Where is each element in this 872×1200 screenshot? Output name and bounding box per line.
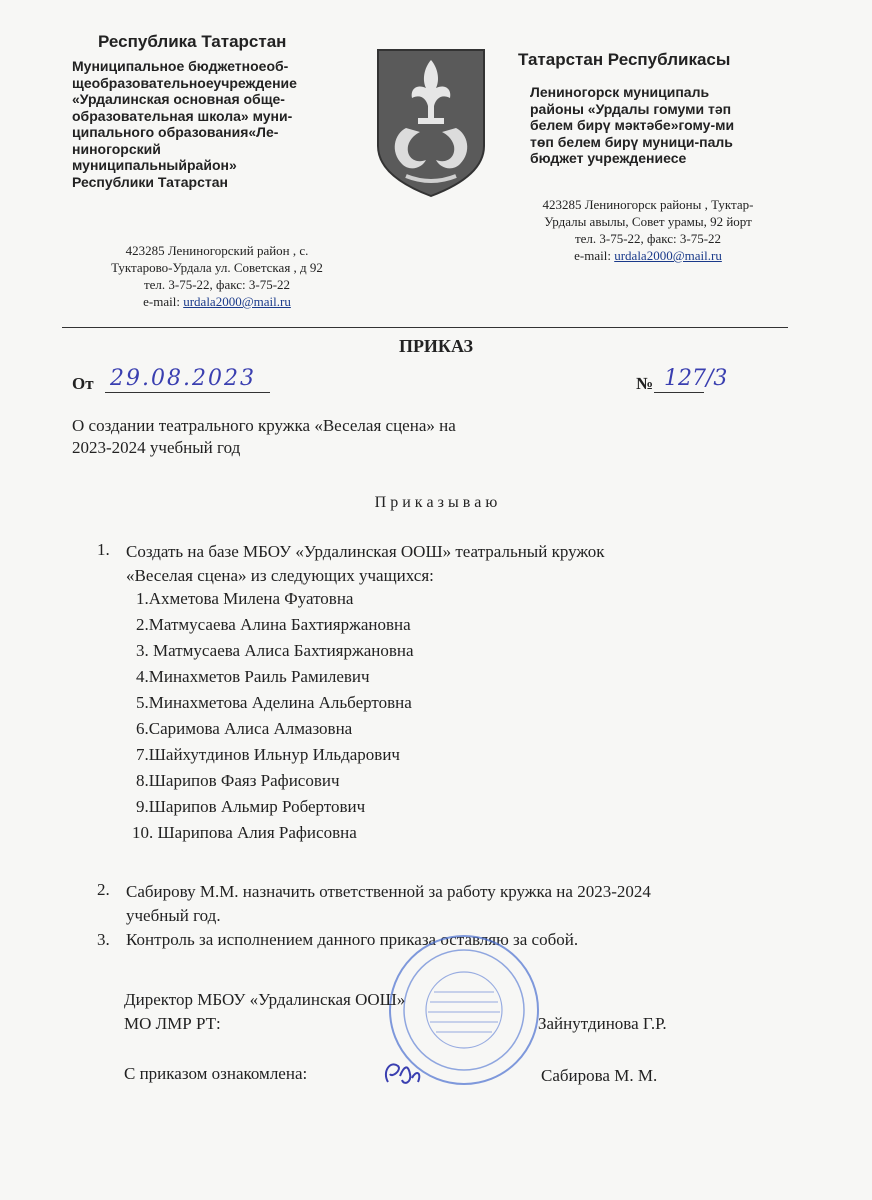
right-org-line: бюджет учреждениесе bbox=[530, 150, 687, 166]
list-item: 7.Шайхутдинов Ильнур Ильдарович bbox=[136, 745, 400, 764]
list-item: 2.Матмусаева Алина Бахтияржановна bbox=[136, 615, 411, 634]
date-underline bbox=[105, 392, 270, 393]
ack-name: Сабирова М. М. bbox=[541, 1066, 658, 1085]
item-2-line: учебный год. bbox=[126, 906, 221, 925]
right-email-line bbox=[508, 247, 788, 264]
student-list bbox=[132, 586, 414, 846]
left-header-title: Республика Татарстан bbox=[98, 32, 287, 51]
director-block bbox=[124, 988, 405, 1036]
item-number: 1. bbox=[97, 540, 110, 559]
coat-of-arms-icon bbox=[376, 48, 486, 198]
email-prefix: e-mail: bbox=[574, 248, 615, 263]
director-name: Зайнутдинова Г.Р. bbox=[538, 1014, 667, 1033]
item-number: 2. bbox=[97, 880, 110, 899]
right-address bbox=[508, 196, 788, 264]
right-org-line: белем бирү мәктәбе»гому-ми bbox=[530, 117, 735, 133]
number-underline bbox=[654, 392, 704, 393]
director-title: Директор МБОУ «Урдалинская ООШ» bbox=[124, 990, 406, 1009]
item-2-line: Сабирову М.М. назначить ответственной за работу кружка на 2023-2024 bbox=[126, 882, 651, 901]
order-number: 127/3 bbox=[664, 366, 728, 391]
subject-line: О создании театрального кружка «Веселая сцена» на bbox=[72, 416, 456, 435]
left-org-line: «Урдалинская основная обще- bbox=[72, 91, 285, 107]
left-org-name bbox=[72, 58, 340, 190]
left-address-line: Туктарово-Урдала ул. Советская , д 92 bbox=[111, 260, 323, 275]
left-org-line: ниногорский bbox=[72, 140, 161, 157]
right-org-name bbox=[530, 84, 770, 167]
date-value: 29.08.2023 bbox=[110, 366, 256, 391]
list-item: 1.Ахметова Милена Фуатовна bbox=[136, 589, 354, 608]
left-email-line bbox=[72, 293, 362, 310]
item-1-line: Создать на базе МБОУ «Урдалинская ООШ» театральный кружок bbox=[126, 542, 605, 561]
list-item: 3. Матмусаева Алиса Бахтияржановна bbox=[136, 641, 414, 660]
list-item: 9.Шарипов Альмир Робертович bbox=[136, 797, 366, 816]
left-address bbox=[72, 242, 362, 310]
right-address-line: Урдалы авылы, Совет урамы, 92 йорт bbox=[544, 214, 752, 229]
right-header-title: Татарстан Республикасы bbox=[518, 50, 731, 69]
subject-line: 2023-2024 учебный год bbox=[72, 438, 241, 457]
item-number: 3. bbox=[97, 930, 110, 949]
left-org-line: образовательная школа» муни- bbox=[72, 107, 293, 124]
left-org-line: Муниципальное бюджетноеоб- bbox=[72, 58, 289, 74]
left-org-line: Республики Татарстан bbox=[72, 173, 228, 190]
ack-label: С приказом ознакомлена: bbox=[124, 1064, 308, 1083]
list-item: 5.Минахметова Аделина Альбертовна bbox=[136, 693, 412, 712]
email-prefix: e-mail: bbox=[143, 294, 184, 309]
item-1-text bbox=[126, 540, 604, 588]
list-item: 10. Шарипова Алия Рафисовна bbox=[132, 823, 357, 842]
order-subject bbox=[72, 415, 456, 459]
director-subtitle: МО ЛМР РТ: bbox=[124, 1014, 221, 1033]
left-email-link[interactable]: urdala2000@mail.ru bbox=[183, 294, 291, 309]
list-item: 8.Шарипов Фаяз Рафисович bbox=[136, 771, 340, 790]
list-item: 6.Саримова Алиса Алмазовна bbox=[136, 719, 353, 738]
page-title: ПРИКАЗ bbox=[398, 336, 474, 356]
order-word: П р и к а з ы в а ю bbox=[374, 494, 498, 511]
header-divider bbox=[62, 327, 788, 328]
left-org-line: щеобразовательноеучреждение bbox=[72, 74, 297, 91]
right-address-line: тел. 3-75-22, факс: 3-75-22 bbox=[574, 231, 722, 246]
date-label: От bbox=[72, 374, 94, 393]
left-address-line: тел. 3-75-22, факс: 3-75-22 bbox=[143, 277, 291, 292]
left-org-line: ципального образования«Ле- bbox=[72, 124, 279, 140]
right-org-line: Лениногорск муниципаль bbox=[530, 84, 710, 100]
right-address-line: 423285 Лениногорск районы , Туктар- bbox=[542, 197, 754, 212]
item-3-text: Контроль за исполнением данного приказа оставляю за собой. bbox=[126, 930, 579, 949]
right-email-link[interactable]: urdala2000@mail.ru bbox=[614, 248, 722, 263]
right-org-line: районы «Урдалы гомуми тәп bbox=[530, 100, 732, 117]
left-address-line: 423285 Лениногорский район , с. bbox=[125, 243, 309, 258]
number-label: № bbox=[636, 374, 654, 393]
left-org-line: муниципальныйрайон» bbox=[72, 157, 237, 173]
item-1-line: «Веселая сцена» из следующих учащихся: bbox=[126, 566, 434, 585]
right-org-line: төп белем бирү муници-паль bbox=[530, 133, 733, 150]
signature-icon bbox=[378, 1052, 428, 1096]
list-item: 4.Минахметов Раиль Рамилевич bbox=[136, 667, 370, 686]
item-2-text bbox=[126, 880, 651, 928]
